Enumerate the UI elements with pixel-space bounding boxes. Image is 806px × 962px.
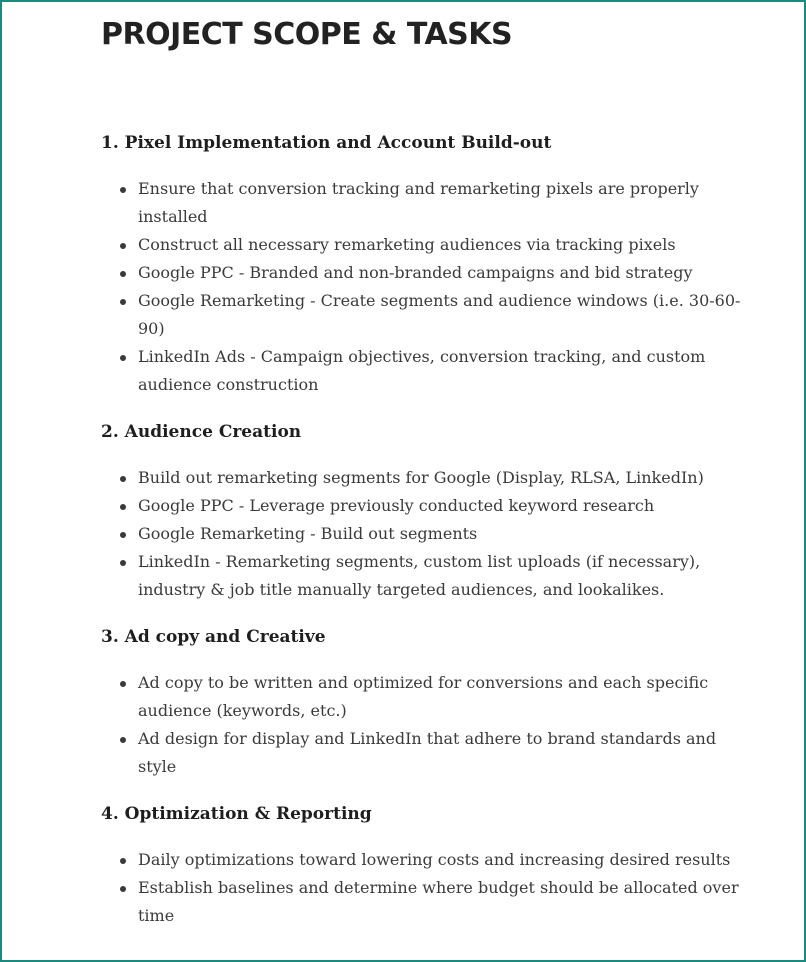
bullet-icon <box>120 504 126 510</box>
bullet-icon <box>120 560 126 566</box>
bullet-icon <box>120 681 126 687</box>
list-item <box>101 548 751 604</box>
list-item <box>101 725 751 781</box>
list-item-text: Ad copy to be written and optimized for conversions and each specific audience (keywords, etc.) <box>138 673 709 720</box>
list-item-text: Build out remarketing segments for Google (Display, RLSA, LinkedIn) <box>138 468 704 487</box>
bullet-icon <box>120 299 126 305</box>
list-item <box>101 520 751 548</box>
list-item-text: Google Remarketing - Create segments and audience windows (i.e. 30-60-90) <box>138 291 741 338</box>
list-item-text: Daily optimizations toward lowering costs and increasing desired results <box>138 850 731 869</box>
list-item <box>101 874 751 930</box>
list-item <box>101 464 751 492</box>
list-item <box>101 846 751 874</box>
list-item-text: Establish baselines and determine where budget should be allocated over time <box>138 878 739 925</box>
list-item-text: Ad design for display and LinkedIn that adhere to brand standards and style <box>138 729 717 776</box>
bullet-icon <box>120 858 126 864</box>
page-title: PROJECT SCOPE & TASKS <box>101 17 513 52</box>
bullet-icon <box>120 476 126 482</box>
list-item-text: Google Remarketing - Build out segments <box>138 524 478 543</box>
list-item <box>101 492 751 520</box>
list-item-text: LinkedIn - Remarketing segments, custom list uploads (if necessary), industry & job title manually targeted audiences, and lookalikes. <box>138 552 701 599</box>
list-item <box>101 175 751 231</box>
task-list <box>101 464 751 604</box>
list-item <box>101 669 751 725</box>
list-item-text: LinkedIn Ads - Campaign objectives, conversion tracking, and custom audience construction <box>138 347 706 394</box>
section-pixel-implementation <box>101 130 751 399</box>
list-item <box>101 259 751 287</box>
bullet-icon <box>120 187 126 193</box>
section-audience-creation <box>101 419 751 604</box>
list-item-text: Ensure that conversion tracking and remarketing pixels are properly installed <box>138 179 699 226</box>
section-ad-copy-creative <box>101 624 751 781</box>
list-item-text: Google PPC - Branded and non-branded campaigns and bid strategy <box>138 263 693 282</box>
bullet-icon <box>120 886 126 892</box>
task-list <box>101 669 751 781</box>
bullet-icon <box>120 243 126 249</box>
section-optimization-reporting <box>101 801 751 930</box>
section-heading: 2. Audience Creation <box>101 422 302 442</box>
section-heading: 4. Optimization & Reporting <box>101 804 372 824</box>
bullet-icon <box>120 355 126 361</box>
document-content <box>101 14 751 930</box>
bullet-icon <box>120 737 126 743</box>
list-item <box>101 343 751 399</box>
bullet-icon <box>120 271 126 277</box>
list-item <box>101 231 751 259</box>
list-item-text: Construct all necessary remarketing audiences via tracking pixels <box>138 235 676 254</box>
section-heading: 1. Pixel Implementation and Account Build-out <box>101 133 552 153</box>
task-list <box>101 846 751 930</box>
task-list <box>101 175 751 399</box>
section-heading: 3. Ad copy and Creative <box>101 627 326 647</box>
bullet-icon <box>120 532 126 538</box>
list-item-text: Google PPC - Leverage previously conducted keyword research <box>138 496 655 515</box>
list-item <box>101 287 751 343</box>
